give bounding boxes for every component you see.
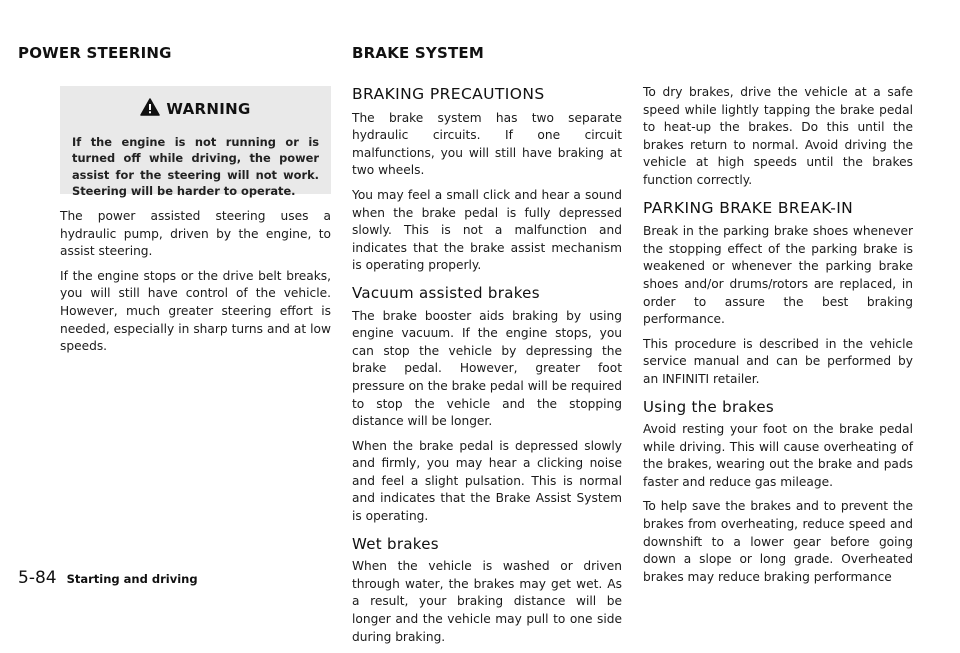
warning-header <box>72 98 319 122</box>
column-parking-brake <box>643 84 913 593</box>
using-brakes-heading: Using the brakes <box>643 397 775 416</box>
section-header-brake-system: BRAKE SYSTEM <box>352 44 484 62</box>
column-braking <box>352 86 622 653</box>
warning-text: If the engine is not running or is turned off while driving, the power assist for the steering will not work. Steering will be harder to operate. <box>72 134 319 199</box>
warning-box <box>60 86 331 199</box>
footer-section-title: Starting and driving <box>66 572 198 586</box>
warning-triangle-icon <box>140 98 166 122</box>
section-header-power-steering: POWER STEERING <box>18 44 172 62</box>
page-number: 5-84 <box>18 568 57 588</box>
braking-precautions-paragraph-2: You may feel a small click and hear a sound when the brake pedal is fully depressed slowly. This is not a malfunction and indicates that the brake assist mechanism is operating properly. <box>352 187 622 273</box>
vacuum-brakes-paragraph-2: When the brake pedal is depressed slowly and firmly, you may hear a clicking noise and feel a slight pulsation. This is normal and indicates that the Brake Assist System is operating. <box>352 438 622 524</box>
using-brakes-paragraph-2: To help save the brakes and to prevent the brakes from overheating, reduce speed and downshift to a lower gear before going down a slope or long grade. Overheated brakes may reduce braking performance <box>643 499 913 584</box>
wet-brakes-heading: Wet brakes <box>352 534 439 553</box>
braking-precautions-heading: BRAKING PRECAUTIONS <box>352 85 545 103</box>
page-footer <box>18 568 198 588</box>
warning-title: WARNING <box>166 100 251 118</box>
using-brakes-paragraph-1: Avoid resting your foot on the brake pedal while driving. This will cause overheating of the brakes, wearing out the brake and pads faster and reduce gas mileage. <box>643 422 913 489</box>
vacuum-brakes-heading: Vacuum assisted brakes <box>352 283 540 302</box>
power-steering-paragraph-2: If the engine stops or the drive belt breaks, you will still have control of the vehicle. However, much greater steering effort is needed, especially in sharp turns and at low speeds. <box>60 268 331 354</box>
wet-brakes-paragraph-1: When the vehicle is washed or driven through water, the brakes may get wet. As a result, your braking distance will be longer and the vehicle may pull to one side during braking. <box>352 559 622 644</box>
parking-brake-heading: PARKING BRAKE BREAK-IN <box>643 198 854 217</box>
parking-brake-paragraph-1: Break in the parking brake shoes whenever the stopping effect of the parking brake is weakened or whenever the parking brake shoes and/or drums/rotors are replaced, in order to assure the best braking performance. <box>643 224 913 327</box>
wet-brakes-paragraph-2: To dry brakes, drive the vehicle at a safe speed while lightly tapping the brake pedal to heat-up the brakes. Do this until the brakes return to normal. Avoid driving the vehicle at high speeds until the brakes function correctly. <box>643 85 913 187</box>
column-power-steering <box>60 86 331 363</box>
vacuum-brakes-paragraph-1: The brake booster aids braking by using engine vacuum. If the engine stops, you can stop the vehicle by depressing the brake pedal. However, greater foot pressure on the brake pedal will be required to stop the vehicle and the stopping distance will be longer. <box>352 308 622 429</box>
braking-precautions-paragraph-1: The brake system has two separate hydraulic circuits. If one circuit malfunctions, you will still have braking at two wheels. <box>352 110 622 178</box>
parking-brake-paragraph-2: This procedure is described in the vehicle service manual and can be performed by an INFINITI retailer. <box>643 336 913 386</box>
power-steering-paragraph-1: The power assisted steering uses a hydraulic pump, driven by the engine, to assist steering. <box>60 209 331 259</box>
